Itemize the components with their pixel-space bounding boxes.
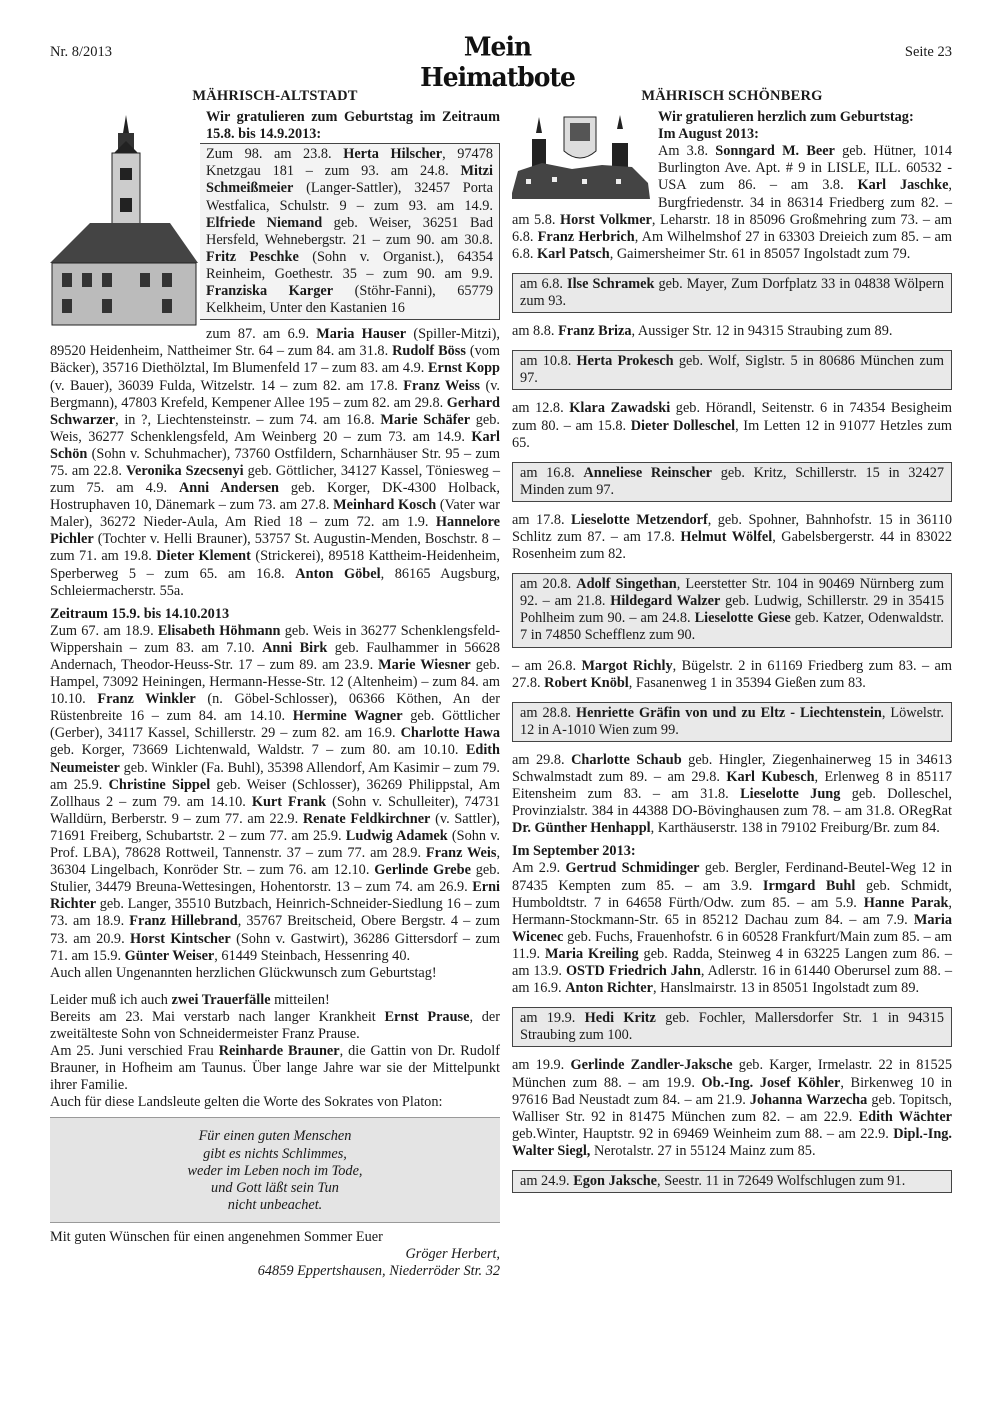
text-run: , Am Wilhelmshof 27 in 63303 Dreieich zum 85. – am 6.8. — [512, 228, 952, 262]
month-heading: Im September 2013: — [512, 843, 636, 860]
person-name: Elisabeth Höhmann — [157, 622, 281, 639]
text-run: Zum 98. am 23.8. — [206, 146, 344, 163]
text-run: , 97478 Knetzgau 181 – zum 93. am 24.8. — [206, 146, 493, 180]
highlight-box — [512, 462, 952, 502]
person-name: Karl Jaschke — [857, 177, 949, 194]
person-name: Franz Weis — [425, 845, 497, 862]
person-name: Hildegard Walzer — [610, 593, 721, 610]
socrates-quote — [50, 1117, 500, 1222]
text-run: (Sohn v. Prof. LBA), 78628 Rottweil, Tannenstr. 37 – zum 77. am 28.9. — [50, 827, 500, 862]
text-run: , Birkenweg 10 in 97616 Bad Neustadt zum 84. – am 21.9. — [512, 1074, 952, 1108]
birthday-paragraph — [50, 623, 500, 965]
person-name: Karl Schön — [50, 428, 500, 462]
birthday-paragraph — [520, 705, 944, 739]
text-run: , Karthäuserstr. 138 in 79102 Freiburg/Br. zum 84. — [650, 820, 940, 837]
month-heading: Im August 2013: — [658, 126, 759, 143]
text-run: (Spiller-Mitzi), 89520 Heidenheim, Nattheimer Str. 64 – zum 84. am 31.8. — [50, 326, 500, 360]
person-name: Hedi Kritz — [584, 1010, 656, 1027]
text-run: geb. Mayer, Zum Dorfplatz 33 in 04838 Wölpern zum 93. — [520, 275, 945, 310]
text-run: Am 3.8. — [658, 143, 716, 160]
person-name: Franz Briza — [558, 323, 632, 340]
person-name: Elfriede Niemand — [206, 214, 323, 231]
person-name: Maria Wicenec — [512, 911, 952, 945]
birthday-paragraph — [520, 353, 944, 387]
text-run: geb. Göttlicher (Gerber), 34117 Kassel, Schillerstr. 29 – zum 82. am 16.9. — [50, 708, 501, 742]
text-run: geb. Faulhammer in 56628 Andernach, Theodor-Heuss-Str. 17 – zum 89. am 23.9. — [50, 639, 500, 673]
person-name: Horst Kintscher — [130, 930, 231, 947]
person-name: Robert Knöbl — [544, 674, 629, 691]
person-name: Franziska Karger — [206, 283, 334, 300]
text-run: am 29.8. — [512, 751, 572, 768]
text-run: geb. Korger, DK-4300 Holback, Hostruphaven 10, Dänemark – zum 73. am 27.8. — [50, 480, 501, 514]
text-run: geb. Weiser, 36251 Bad Hersfeld, Wehnebergstr. 21 – zum 90. am 30.8. — [206, 214, 493, 248]
person-name: Anni Birk — [262, 639, 328, 656]
birthday-paragraph — [50, 992, 500, 1009]
text-run: , 35767 Breitscheid, Obere Bergstr. 4 – zum 73. am 20.9. — [50, 913, 500, 947]
person-name: Erni Richter — [50, 879, 500, 913]
signature: Gröger Herbert, — [405, 1246, 500, 1262]
birthday-paragraph — [520, 1173, 944, 1190]
person-name: Hermine Wagner — [292, 708, 403, 725]
person-name: Herta Hilscher — [343, 146, 443, 163]
text-run: , Hanslmairstr. 13 in 85051 Ingolstadt zum 89. — [652, 980, 920, 997]
text-run: (Sohn v. Schuhmacher), 73760 Ostfildern, Scharnhäuser Str. 95 – zum 75. am 22.8. — [50, 445, 500, 479]
text-run: geb. Weis, 36277 Schenklengsfeld, Am Weinberg 20 – zum 73. am 14.9. — [50, 411, 501, 445]
text-run: geb. Stulier, 34479 Breuna-Wettesingen, Hohentorstr. 13 – zum 74. am 26.9. — [50, 862, 500, 896]
person-name: Ludwig Adamek — [345, 827, 448, 844]
text-run: , Burgfriedenstr. 34 in 86314 Friedberg zum 82. – am 5.8. — [512, 177, 952, 228]
person-name: Anton Richter — [565, 980, 653, 997]
person-name: Dipl.-Ing. Walter Siegl, — [512, 1125, 952, 1159]
person-name: Ob.-Ing. Josef Köhler — [701, 1074, 841, 1091]
person-name: Anneliese Reinscher — [583, 464, 713, 481]
person-name: Christine Sippel — [108, 776, 211, 793]
quote-line: Für einen guten Menschen — [198, 1128, 352, 1145]
highlight-box — [512, 1170, 952, 1193]
closing: Mit guten Wünschen für einen angenehmen Sommer Euer — [50, 1228, 383, 1245]
quote-line: gibt es nichts Schlimmes, — [203, 1145, 347, 1162]
text-run: , 36304 Lingelbach, Konröder Str. – zum 76. am 12.10. — [50, 845, 501, 879]
person-name: Rudolf Böss — [392, 343, 466, 360]
person-name: Henriette Gräfin von und zu Eltz - Liechtenstein — [576, 704, 882, 721]
person-name: Meinhard Kosch — [333, 497, 437, 514]
person-name: Adolf Singethan — [576, 576, 677, 593]
text-run: geb. Hingler, Ziegenhainerweg 15 in 34613 Schwalmstadt zum 89. – am 29.8. — [512, 751, 952, 785]
person-name: Maria Hauser — [316, 326, 407, 343]
birthday-paragraph — [50, 1009, 500, 1043]
text-run: , 61449 Steinbach, Hessenring 40. — [214, 947, 411, 964]
church-illustration — [50, 113, 200, 328]
birthday-paragraph — [520, 1010, 944, 1044]
text-run: , Leerstetter Str. 104 in 90469 Nürnberg zum 92. – am 21.8. — [520, 576, 944, 610]
text-run: am 16.8. — [520, 464, 584, 481]
text-run: (Stöhr-Fanni), 65779 Kelkheim, Unter den Kastanien 16 — [206, 283, 493, 317]
birthday-paragraph — [512, 658, 952, 692]
text-run: geb. Göttlicher, 34127 Kassel, Töniesweg – zum 75. am 4.9. — [50, 462, 500, 497]
person-name: Horst Volkmer — [559, 211, 652, 228]
text-run: geb. Kritz, Schillerstr. 15 in 32427 Minden zum 97. — [520, 464, 944, 498]
person-name: Lieselotte Metzendorf — [571, 511, 708, 528]
text-run: am 19.9. — [520, 1010, 585, 1027]
text-run: geb. Langer, 35510 Butzbach, Heinrich-Schneider-Siedlung 16 – zum 73. am 18.9. — [50, 896, 500, 930]
person-name: Maria Kreiling — [545, 945, 639, 962]
person-name: zwei Trauerfälle — [171, 991, 271, 1008]
person-name: Ernst Kopp — [428, 360, 500, 377]
person-name: Herta Prokesch — [576, 353, 674, 370]
text-run: , in ?, Liechtensteinstr. – zum 74. am 16.8. — [115, 411, 381, 428]
person-name: Franz Winkler — [97, 691, 196, 708]
person-name: Edith Wächter — [858, 1108, 953, 1125]
text-run: geb. Hampel, 73092 Heiningen, Hermann-Hesse-Str. 12 (Altenheim) – zum 84. am 10.10. — [50, 657, 501, 708]
column-maehrisch-schoenberg — [512, 88, 952, 1203]
person-name: Dieter Klement — [156, 548, 251, 565]
text-run: , Hermann-Stockmann-Str. 65 in 85212 Dachau zum 84. – am 7.9. — [512, 894, 952, 928]
newspaper-logo: Mein Heimatbote — [420, 31, 575, 93]
birthday-paragraph — [512, 860, 952, 997]
person-name: Lieselotte Giese — [694, 610, 791, 627]
text-run: geb. Karger, Irmelastr. 22 in 81525 München zum 88. – am 19.9. — [512, 1057, 952, 1091]
person-name: Karl Kubesch — [726, 769, 815, 785]
town-illustration — [512, 113, 650, 201]
person-name: Klara Zawadski — [569, 400, 671, 417]
person-name: Lieselotte Jung — [740, 786, 841, 803]
text-run: (Strickerei), 89518 Kattheim-Heidenheim, Sperberweg 5 – zum 65. am 16.8. — [50, 548, 500, 582]
person-name: Edith Neumeister — [50, 742, 500, 776]
text-run: , Aussiger Str. 12 in 94315 Straubing zum 89. — [631, 323, 893, 340]
birthday-paragraph — [512, 323, 952, 340]
text-run: Am 2.9. — [512, 860, 566, 877]
birthday-paragraph — [512, 752, 952, 837]
person-name: Gerlinde Zandler-Jaksche — [570, 1057, 733, 1074]
person-name: Sonngard M. Beer — [715, 143, 835, 160]
person-name: Renate Feldkirchner — [302, 810, 431, 827]
text-run: (v. Bergmann), 47803 Krefeld, Kempener Allee 195 – zum 82. am 29.8. — [50, 377, 500, 411]
text-run: geb. Winkler (Fa. Buhl), 35398 Allendorf, Am Kasimir – zum 79. am 25.9. — [50, 759, 500, 793]
text-run: geb. Schmidt, Humboldtstr. 7 in 64658 Fürth/Odw. zum 85. – am 5.9. — [512, 877, 952, 911]
congratulation-intro: Wir gratulieren zum Geburtstag im Zeitraum 15.8. bis 14.9.2013: — [206, 109, 500, 143]
text-run: (Sohn v. Organist.), 64354 Reinheim, Goethestr. 35 – zum 90. am 9.9. — [206, 248, 493, 282]
person-name: Hanne Parak — [863, 894, 949, 911]
text-run: geb. Wolf, Siglstr. 5 in 80686 München zum 97. — [520, 353, 944, 387]
congratulation-intro: Wir gratulieren herzlich zum Geburtstag: — [658, 109, 914, 126]
text-run: mitteilen! — [270, 991, 330, 1008]
text-run: Bereits am 23. Mai verstarb nach langer Krankheit — [50, 1008, 385, 1025]
text-run: zum 87. am 6.9. — [206, 326, 317, 343]
person-name: Mitzi Schmeißmeier — [206, 163, 493, 197]
column-maehrisch-altstadt — [50, 88, 500, 1280]
birthday-paragraph — [50, 326, 500, 600]
highlight-box — [512, 273, 952, 313]
text-run: am 28.8. — [520, 704, 577, 721]
text-run: am 10.8. — [520, 353, 577, 370]
text-run: geb. Dolleschel, Provinzialstr. 384 in 44388 DO-Bövinghausen zum 78. – am 31.8. ORegRat — [512, 786, 952, 820]
text-run: Am 25. Juni verschied Frau — [50, 1043, 219, 1060]
text-run: geb. Weiser (Schlosser), 36269 Philippstal, Am Zollhaus 2 – zum 79. am 14.10. — [50, 776, 501, 810]
text-run: geb. Bergler, Ferdinand-Beutel-Weg 12 in 87435 Kempten zum 85. – am 3.9. — [512, 860, 952, 894]
text-run: geb. Hütner, 1014 Burlington Ave. Apt. # 9 in LISLE, ILL. 60532 - USA zum 86. – am 3.8. — [658, 143, 952, 194]
birthday-paragraph — [520, 465, 944, 499]
text-run: , geb. Spohner, Bahnhofstr. 15 in 36110 Schlitz zum 87. – am 17.8. — [512, 511, 952, 545]
person-name: Margot Richly — [581, 657, 673, 674]
text-run: am 12.8. — [512, 400, 570, 417]
text-run: – am 26.8. — [512, 657, 582, 674]
person-name: Charlotte Schaub — [571, 751, 682, 768]
text-run: Nerotalstr. 27 in 55124 Mainz zum 85. — [590, 1142, 816, 1159]
quote-line: weder im Leben noch im Tode, — [187, 1162, 363, 1179]
highlight-box — [512, 573, 952, 647]
person-name: Ilse Schramek — [567, 275, 655, 292]
text-run: am 19.9. — [512, 1057, 571, 1074]
text-run: (Langer-Sattler), 32457 Porta Westfalica, Schulstr. 9 – zum 93. am 14.9. — [206, 180, 493, 214]
person-name: Günter Weiser — [124, 947, 215, 964]
quote-intro: Auch für diese Landsleute gelten die Worte des Sokrates von Platon: — [50, 1094, 443, 1111]
person-name: Gerlinde Grebe — [374, 862, 471, 879]
text-run: am 24.9. — [520, 1172, 574, 1189]
birthday-paragraph — [512, 512, 952, 563]
person-name: OSTD Friedrich Jahn — [565, 963, 701, 980]
person-name: Anton Göbel — [295, 565, 381, 582]
text-run: (v. Sattler), 71691 Freiberg, Schubartstr. 2 – zum 77. am 25.9. — [50, 810, 501, 844]
text-run: , 86165 Augsburg, Schleiermacherstr. 55a. — [50, 565, 501, 599]
text-run: geb. Radda, Steinweg 4 in 63225 Langen zum 86. – am 13.9. — [512, 945, 952, 980]
person-name: Reinharde Brauner — [218, 1043, 340, 1060]
text-run: , Adlerstr. 16 in 61440 Oberursel zum 88. – am 16.9. — [512, 963, 952, 997]
person-name: Helmut Wölfel — [680, 528, 773, 545]
person-name: Franz Weiss — [403, 377, 480, 394]
quote-line: und Gott läßt sein Tun — [211, 1179, 339, 1196]
period-subheading: Zeitraum 15.9. bis 14.10.2013 — [50, 605, 230, 622]
person-name: Dr. Günther Henhappl — [512, 820, 651, 837]
text-run: , Gabelsbergerstr. 44 in 83022 Rosenheim zum 82. — [512, 528, 952, 563]
person-name: Gerhard Schwarzer — [50, 394, 500, 428]
text-run: , der zweitälteste Sohn von Schneidermeister Franz Prause. — [50, 1008, 500, 1042]
birthday-paragraph — [50, 1043, 500, 1094]
birthday-paragraph — [512, 1057, 952, 1160]
text-run: geb. Hörandl, Seitenstr. 6 in 74354 Besigheim zum 80. – am 15.8. — [512, 400, 953, 434]
birthday-paragraph — [520, 576, 944, 644]
text-run: geb. Fuchs, Frauenhofstr. 6 in 60528 Frankfurt/Main zum 85. – am 11.9. — [512, 928, 952, 962]
text-run: geb. Katzer, Odenwaldstr. 7 in 74850 Schefflenz zum 90. — [520, 610, 944, 644]
text-run: geb. Ludwig, Schillerstr. 29 in 35415 Pohlheim zum 90. – am 24.8. — [520, 593, 945, 627]
section-title: MÄHRISCH-ALTSTADT — [192, 88, 358, 104]
person-name: Franz Hillebrand — [129, 913, 238, 930]
general-wish: Auch allen Ungenannten herzlichen Glückwunsch zum Geburtstag! — [50, 964, 437, 981]
text-run: Zum 67. am 18.9. — [50, 622, 158, 639]
text-run: (Tochter v. Helli Brauner), 53757 St. Augustin-Menden, Boschstr. 8 – zum 71. am 19.8. — [50, 531, 500, 565]
text-run: (n. Göbel-Schlosser), 06366 Köthen, An der Rüstenbreite 16 – zum 84. am 14.10. — [50, 691, 500, 725]
person-name: Veronika Szecsenyi — [126, 462, 244, 479]
text-run: geb. Weis in 36277 Schenklengsfeld-Wippershain – zum 83. am 7.10. — [50, 622, 500, 656]
text-run: , die Gattin von Dr. Rudolf Brauner, in Hofheim am Taunus. Über lange Jahre war sie der Mittelpunkt ihrer Familie. — [50, 1043, 500, 1094]
person-name: Irmgard Buhl — [762, 877, 856, 894]
text-run: , Gaimersheimer Str. 61 in 85057 Ingolstadt zum 79. — [609, 245, 911, 262]
text-run: Leider muß ich auch — [50, 991, 172, 1008]
text-run: am 6.8. — [520, 275, 567, 292]
quote-line: nicht unbeachet. — [227, 1196, 323, 1213]
text-run: , Erlenweg 8 in 85117 Eitensheim zum 83. – am 31.8. — [512, 769, 952, 803]
person-name: Franz Herbrich — [537, 228, 635, 245]
person-name: Egon Jaksche — [573, 1172, 658, 1189]
text-run: geb. Fochler, Mallersdorfer Str. 1 in 94315 Straubing zum 100. — [520, 1010, 944, 1044]
text-run: , Löwelstr. 12 in A-1010 Wien zum 99. — [520, 704, 944, 738]
highlight-box — [512, 350, 952, 390]
text-run: (Sohn v. Gastwirt), 36286 Gittersdorf – zum 71. am 15.9. — [50, 930, 501, 964]
birthday-paragraph — [520, 276, 944, 310]
person-name: Charlotte Hawa — [400, 725, 500, 742]
text-run: (Vater war Maler), 36272 Nieder-Aula, Am Ried 18 – zum 72. am 1.9. — [50, 497, 501, 531]
person-name: Gertrud Schmidinger — [565, 860, 700, 877]
signature-address: 64859 Eppertshausen, Niederröder Str. 32 — [257, 1263, 500, 1280]
text-run: am 20.8. — [520, 576, 577, 593]
text-run: am 17.8. — [512, 511, 572, 528]
text-run: , Seestr. 11 in 72649 Wolfschlugen zum 91. — [657, 1172, 906, 1189]
text-run: geb. Korger, 73669 Lichtenwald, Waldstr. 7 – zum 80. am 10.10. — [50, 742, 466, 759]
person-name: Marie Wiesner — [378, 657, 471, 673]
text-run: , Bügelstr. 2 in 61169 Friedberg zum 83. – am 27.8. — [512, 657, 952, 691]
birthday-paragraph — [512, 400, 952, 451]
highlight-box — [512, 702, 952, 742]
text-run: geb. Topitsch, Walliser Str. 92 in 81475 München zum 82. – am 22.9. — [512, 1091, 952, 1125]
text-run: am 8.8. — [512, 323, 559, 340]
person-name: Karl Patsch — [537, 245, 610, 262]
text-run: , Fasanenweg 1 in 35394 Gießen zum 83. — [628, 674, 866, 691]
highlight-box — [512, 1007, 952, 1047]
section-title: MÄHRISCH SCHÖNBERG — [641, 88, 823, 104]
person-name: Hannelore Pichler — [50, 514, 500, 548]
page-number: Seite 23 — [904, 44, 952, 60]
text-run: , Leharstr. 18 in 85096 Großmehring zum 73. – am 6.8. — [512, 211, 952, 245]
text-run: , Im Letten 12 in 91077 Hetzles zum 65. — [512, 417, 952, 451]
person-name: Johanna Warzecha — [749, 1091, 868, 1108]
person-name: Fritz Peschke — [206, 248, 299, 265]
person-name: Dieter Dolleschel — [630, 417, 736, 434]
issue-number: Nr. 8/2013 — [50, 44, 113, 60]
person-name: Ernst Prause — [384, 1008, 470, 1025]
person-name: Anni Andersen — [178, 480, 280, 497]
person-name: Kurt Frank — [251, 793, 327, 810]
text-run: (Sohn v. Schulleiter), 74731 Walldürn, Berberstr. 9 – zum 77. am 22.9. — [50, 793, 500, 827]
person-name: Marie Schäfer — [380, 411, 471, 428]
text-run: (vom Bäcker), 35716 Diethölztal, Im Blumenfeld 17 – zum 83. am 4.9. — [50, 343, 500, 377]
text-run: geb.Winter, Hauptstr. 92 in 69469 Weinheim zum 88. – am 22.9. — [512, 1125, 894, 1142]
text-run: (v. Bauer), 36039 Fulda, Witzelstr. 14 – zum 82. am 17.8. — [50, 377, 404, 394]
